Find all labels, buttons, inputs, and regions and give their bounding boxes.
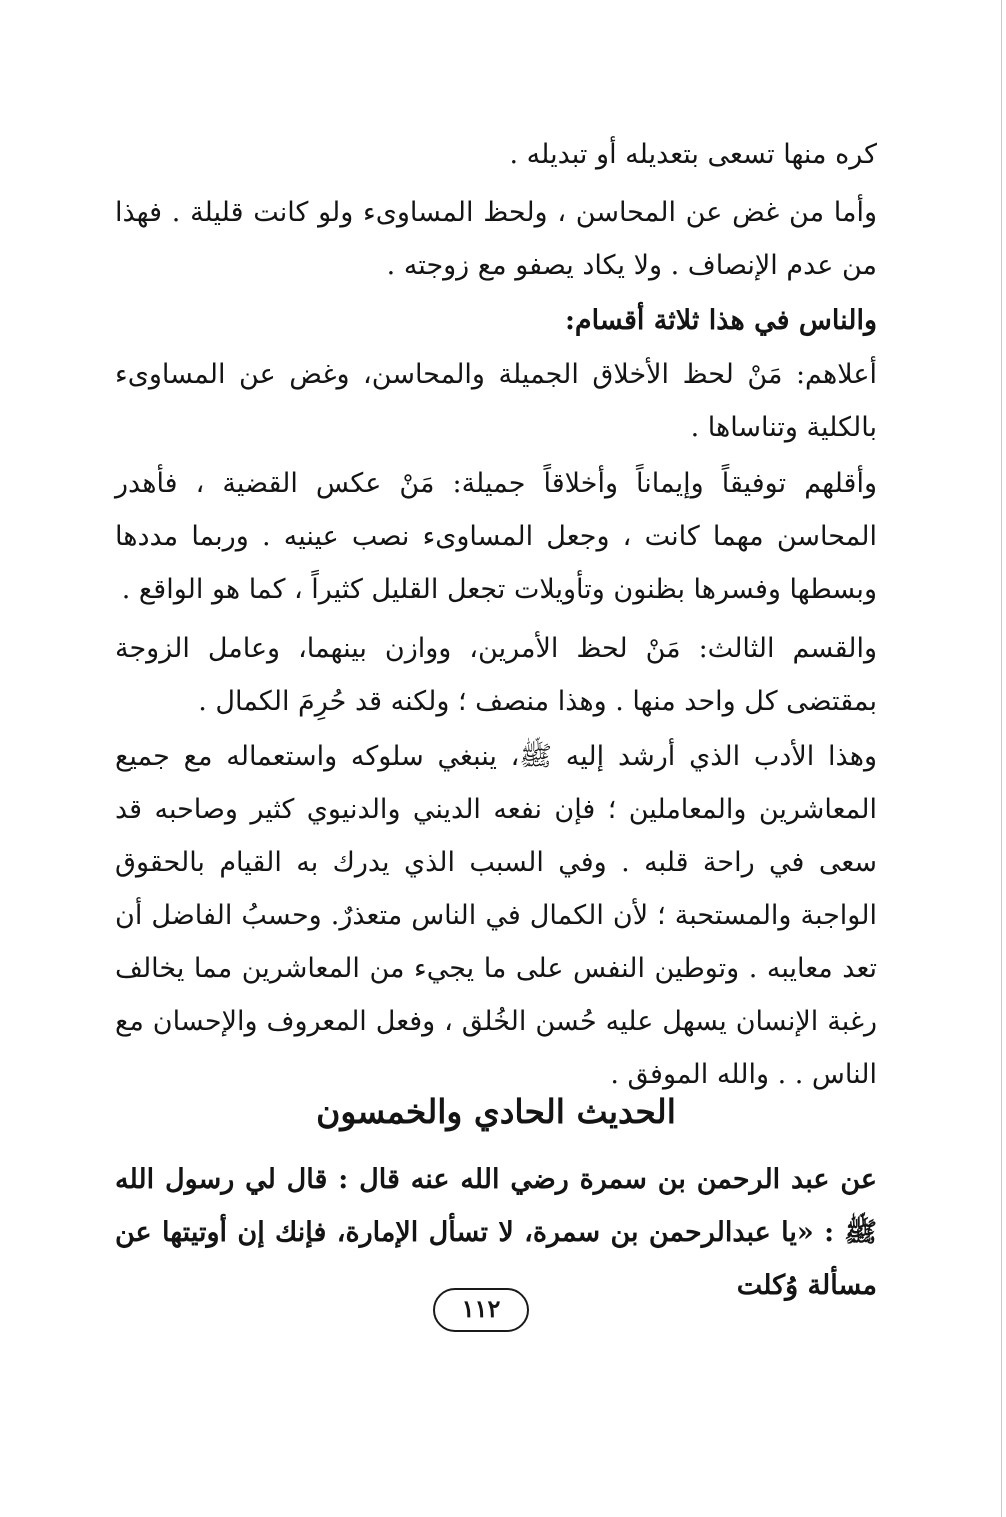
paragraph-fault-finding: وأما من غض عن المحاسن ، ولحظ المساوىء ولو كانت قليلة . فهذا من عدم الإنصاف . ولا يكاد يصفو مع زوجته .: [115, 197, 877, 281]
paragraph-continuation: كره منها تسعى بتعديله أو تبديله .: [509, 139, 877, 170]
paragraph-hadith: عن عبد الرحمن بن سمرة رضي الله عنه قال : قال لي رسول الله ﷺ : «يا عبدالرحمن بن سمرة، لا تسأل الإمارة، فإنك إن أوتيتها عن مسألة وُكلت: [115, 1164, 877, 1301]
paragraph-lowest-type: وأقلهم توفيقاً وإيماناً وأخلاقاً جميلة: مَنْ عكس القضية ، فأهدر المحاسن مهما كانت ، وجعل المساوىء نصب عينيه . وربما مددها وبسطها وفسرها بظنون وتأويلات تجعل القليل كثيراً ، كما هو الواقع .: [115, 468, 877, 605]
page-number: ١١٢: [433, 1288, 529, 1332]
section-heading-three-types: والناس في هذا ثلاثة أقسام:: [564, 305, 877, 336]
paragraph-third-type: والقسم الثالث: مَنْ لحظ الأمرين، ووازن بينهما، وعامل الزوجة بمقتضى كل واحد منها . وهذا منصف ؛ ولكنه قد حُرِمَ الكمال .: [115, 633, 877, 717]
paragraph-highest-type: أعلاهم: مَنْ لحظ الأخلاق الجميلة والمحاسن، وغض عن المساوىء بالكلية وتناساها .: [115, 359, 877, 443]
page-edge-line: [1001, 0, 1002, 1517]
hadith-title: الحديث الحادي والخمسون: [316, 1092, 676, 1131]
paragraph-etiquette: وهذا الأدب الذي أرشد إليه ﷺ، ينبغي سلوكه واستعماله مع جميع المعاشرين والمعاملين ؛ فإن نفعه الديني والدنيوي كثير وصاحبه قد سعى في راحة قلبه . وفي السبب الذي يدرك به القيام بالحقوق الواجبة والمستحبة ؛ لأن الكمال في الناس متعذرٌ. وحسبُ الفاضل أن تعد معايبه . وتوطين النفس على ما يجيء من المعاشرين مما يخالف رغبة الإنسان يسهل عليه حُسن الخُلق ، وفعل المعروف والإحسان مع الناس . . والله الموفق .: [115, 741, 877, 1090]
